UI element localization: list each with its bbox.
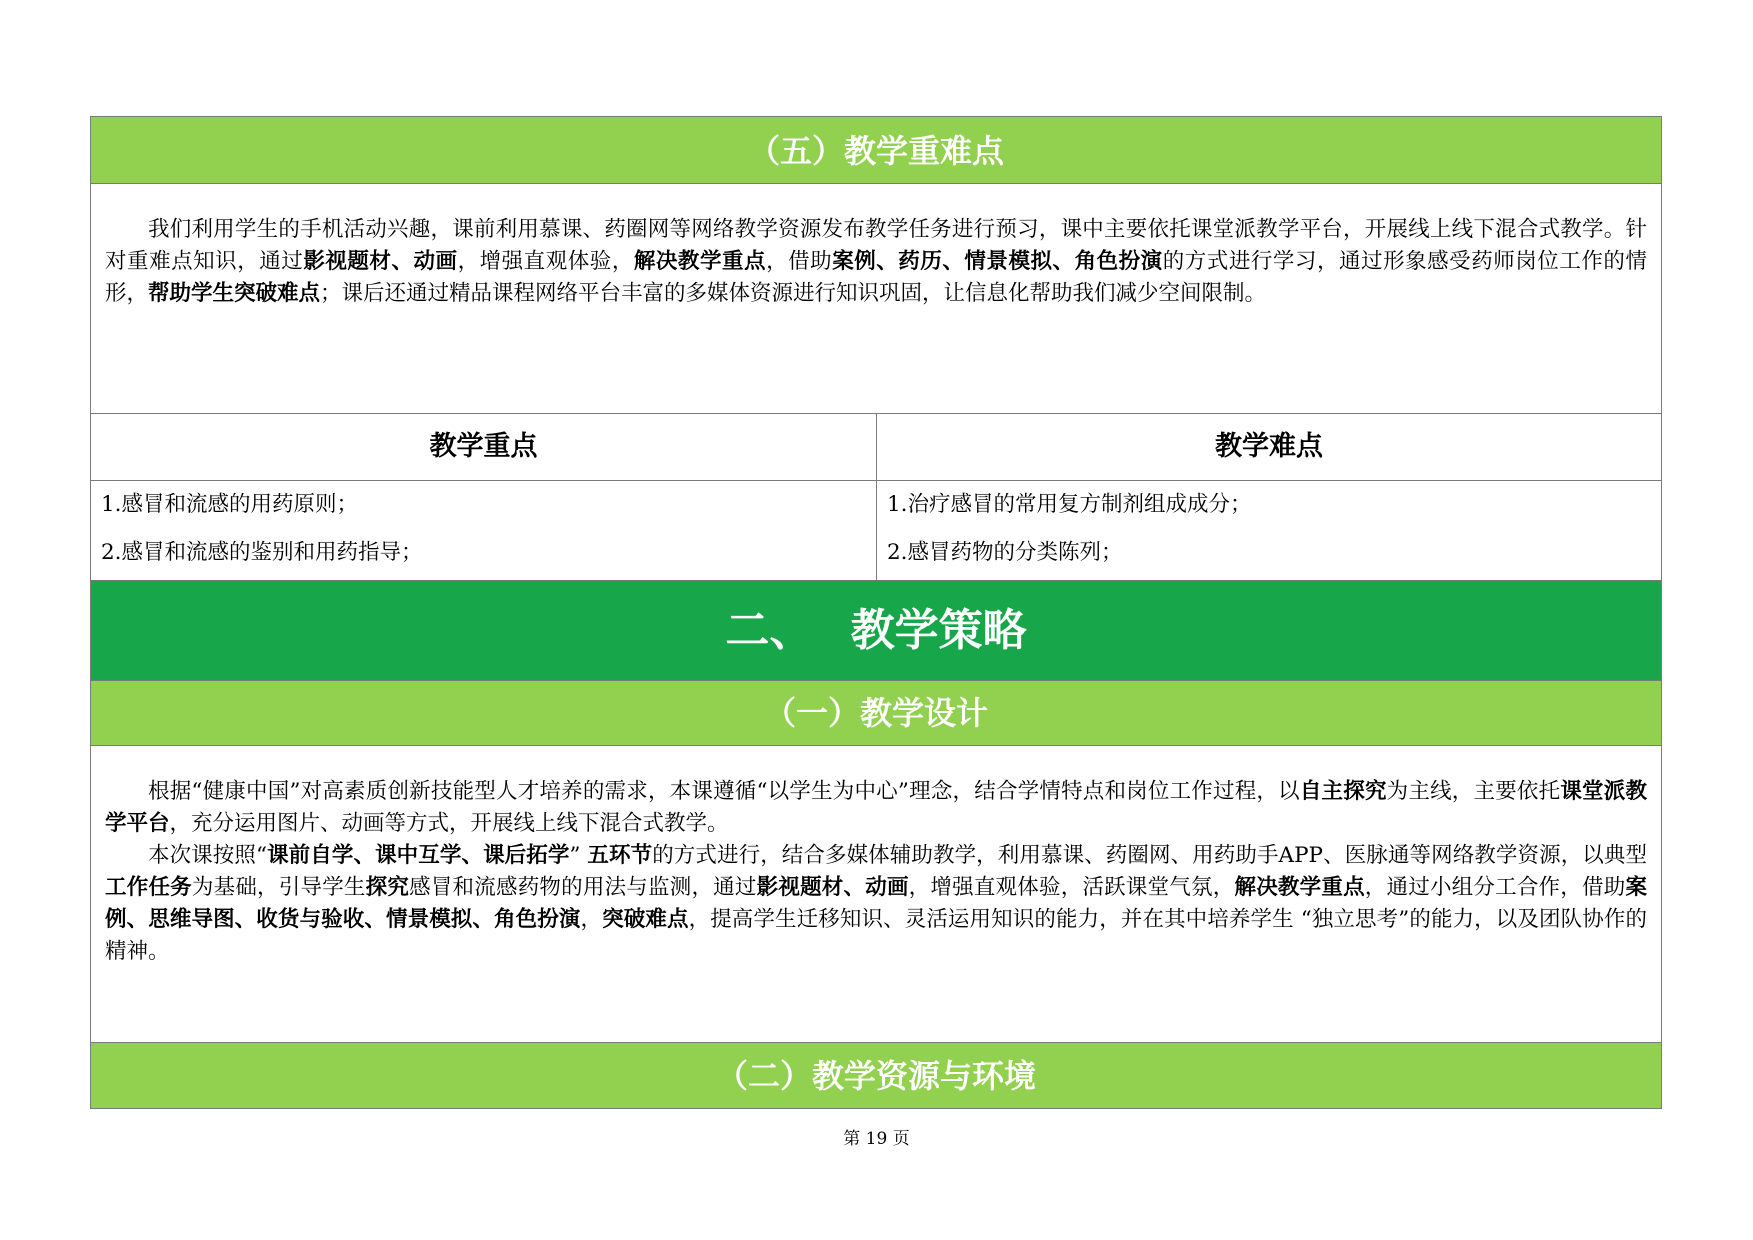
section-five-heading bbox=[90, 116, 1662, 184]
chapter-two-title: 二、 教学策略 bbox=[725, 605, 1027, 656]
text-run: 感冒和流感药物的用法与监测，通过 bbox=[409, 875, 757, 900]
list-item: 2.感冒和流感的鉴别和用药指导； bbox=[101, 540, 423, 565]
text-run: ，增强直观体验， bbox=[457, 249, 634, 274]
intro-paragraph bbox=[105, 214, 1647, 310]
text-run: 为基础，引导学生 bbox=[191, 875, 366, 900]
text-run: ， bbox=[580, 907, 603, 932]
text-run: ，通过小组分工合作，借助 bbox=[1364, 875, 1626, 900]
bold-run: 影视题材、动画 bbox=[756, 875, 909, 900]
list-item: 1.治疗感冒的常用复方制剂组成成分； bbox=[887, 492, 1252, 517]
bold-run: 案例、药历、情景模拟、角色扮演 bbox=[832, 249, 1163, 274]
text-run: 根据“健康中国”对高素质创新技能型人才培养的需求，本课遵循“以学生为中心”理念，结合学情特点和岗位工作过程，以 bbox=[148, 779, 1300, 804]
design-cell bbox=[90, 746, 1662, 1043]
bold-run: 工作任务 bbox=[105, 875, 192, 900]
text-run: ，提高学生迁移知识、灵活运用知识的能力，并在其中培养学生 “独立思考”的能力，以及团队协作的精神。 bbox=[105, 907, 1647, 964]
chapter-two-heading bbox=[90, 581, 1662, 681]
section-two-heading bbox=[90, 1043, 1662, 1109]
bold-run: 解决教学重点 bbox=[633, 249, 767, 274]
text-run: 我们利用学生的手机活动兴趣，课前利用慕课、药圈网等网络教学资源发布教学任务进行预习，课中主要依托课堂派教学平台，开展线上线下混合式教学。针对重难点知识，通过 bbox=[105, 217, 1647, 274]
text-run: ，增强直观体验，活跃课堂气氛， bbox=[908, 875, 1235, 900]
text-run: ，借助 bbox=[766, 249, 833, 274]
bold-run: 解决教学重点 bbox=[1234, 875, 1365, 900]
list-item: 1.感冒和流感的用药原则； bbox=[101, 492, 359, 517]
text-run: 的方式进行学习，通过形象感受药师岗位工作的情形， bbox=[105, 249, 1647, 306]
page-number: 第 19 页 bbox=[843, 1129, 910, 1149]
bold-run: 案例、思维导图、收货与验收、情景模拟、角色扮演 bbox=[105, 875, 1647, 932]
section-one-heading bbox=[90, 681, 1662, 746]
text-run: ；课后还通过精品课程网络平台丰富的多媒体资源进行知识巩固，让信息化帮助我们减少空间限制。 bbox=[320, 281, 1267, 306]
difficult-points-header: 教学难点 bbox=[876, 414, 1661, 480]
intro-cell bbox=[90, 184, 1662, 414]
text-run: ” bbox=[569, 843, 588, 868]
text-run: 的方式进行，结合多媒体辅助教学，利用慕课、药圈网、用药助手APP、医脉通等网络教学资源，以典型 bbox=[652, 843, 1647, 868]
design-paragraph bbox=[105, 840, 1647, 968]
bold-run: 课堂派教学平台 bbox=[105, 779, 1647, 836]
section-one-title: （一）教学设计 bbox=[763, 694, 988, 732]
text-run: ，充分运用图片、动画等方式，开展线上线下混合式教学。 bbox=[169, 811, 729, 836]
bold-run: 自主探究 bbox=[1299, 779, 1387, 804]
key-points-header: 教学重点 bbox=[429, 431, 538, 462]
bold-run: 帮助学生突破难点 bbox=[148, 281, 321, 306]
key-difficult-body-row bbox=[90, 481, 1662, 581]
design-paragraph bbox=[105, 776, 1647, 840]
list-item: 2.感冒药物的分类陈列； bbox=[887, 540, 1123, 565]
text-run: 为主线，主要依托 bbox=[1386, 779, 1561, 804]
document-table bbox=[90, 116, 1662, 1109]
section-five-title: （五）教学重难点 bbox=[747, 132, 1004, 170]
key-points-list bbox=[91, 481, 876, 580]
section-two-title: （二）教学资源与环境 bbox=[715, 1057, 1036, 1095]
bold-run: 突破难点 bbox=[602, 907, 689, 932]
bold-run: 影视题材、动画 bbox=[303, 249, 458, 274]
text-run: 本次课按照“ bbox=[148, 843, 267, 868]
key-difficult-header-row bbox=[90, 414, 1662, 481]
difficult-points-list bbox=[876, 481, 1661, 580]
bold-run: 五环节 bbox=[587, 843, 653, 868]
bold-run: 课前自学、课中互学、课后拓学 bbox=[266, 843, 570, 868]
bold-run: 探究 bbox=[365, 875, 410, 900]
